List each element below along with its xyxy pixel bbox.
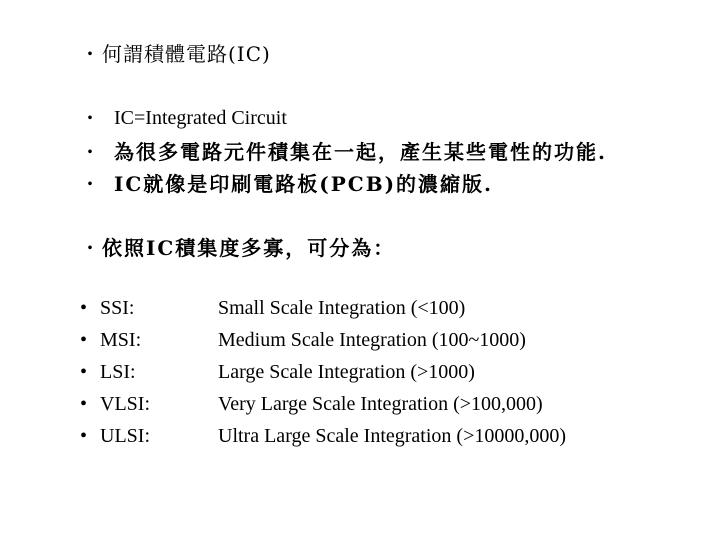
class-abbr: ULSI:	[100, 425, 150, 447]
slide-title: 何謂積體電路(IC)	[102, 42, 271, 66]
intro-bullet: ・	[80, 236, 100, 260]
point-1: IC=Integrated Circuit	[114, 107, 287, 129]
point-bullet-2: ・	[80, 140, 100, 164]
class-abbr: MSI:	[100, 329, 142, 351]
class-abbr: LSI:	[100, 361, 136, 383]
class-desc: Very Large Scale Integration (>100,000)	[218, 393, 543, 415]
class-desc: Ultra Large Scale Integration (>10000,000)	[218, 425, 567, 447]
class-desc: Small Scale Integration (<100)	[218, 297, 466, 319]
point-bullet-1: ・	[80, 106, 100, 130]
class-bullet: •	[80, 361, 88, 383]
class-bullet: •	[80, 297, 88, 319]
point-bullet-3: ・	[80, 172, 100, 196]
class-desc: Large Scale Integration (>1000)	[218, 361, 475, 383]
class-bullet: •	[80, 329, 88, 351]
point-2: 為很多電路元件積集在一起，產生某些電性的功能.	[114, 140, 607, 164]
class-desc: Medium Scale Integration (100~1000)	[218, 329, 526, 351]
class-bullet: •	[80, 393, 88, 415]
classification-intro: 依照IC積集度多寡，可分為：	[102, 236, 396, 260]
class-bullet: •	[80, 425, 88, 447]
point-3: IC就像是印刷電路板(PCB)的濃縮版.	[114, 172, 494, 196]
title-bullet: ・	[80, 42, 100, 66]
class-abbr: VLSI:	[100, 393, 150, 415]
class-abbr: SSI:	[100, 297, 135, 319]
